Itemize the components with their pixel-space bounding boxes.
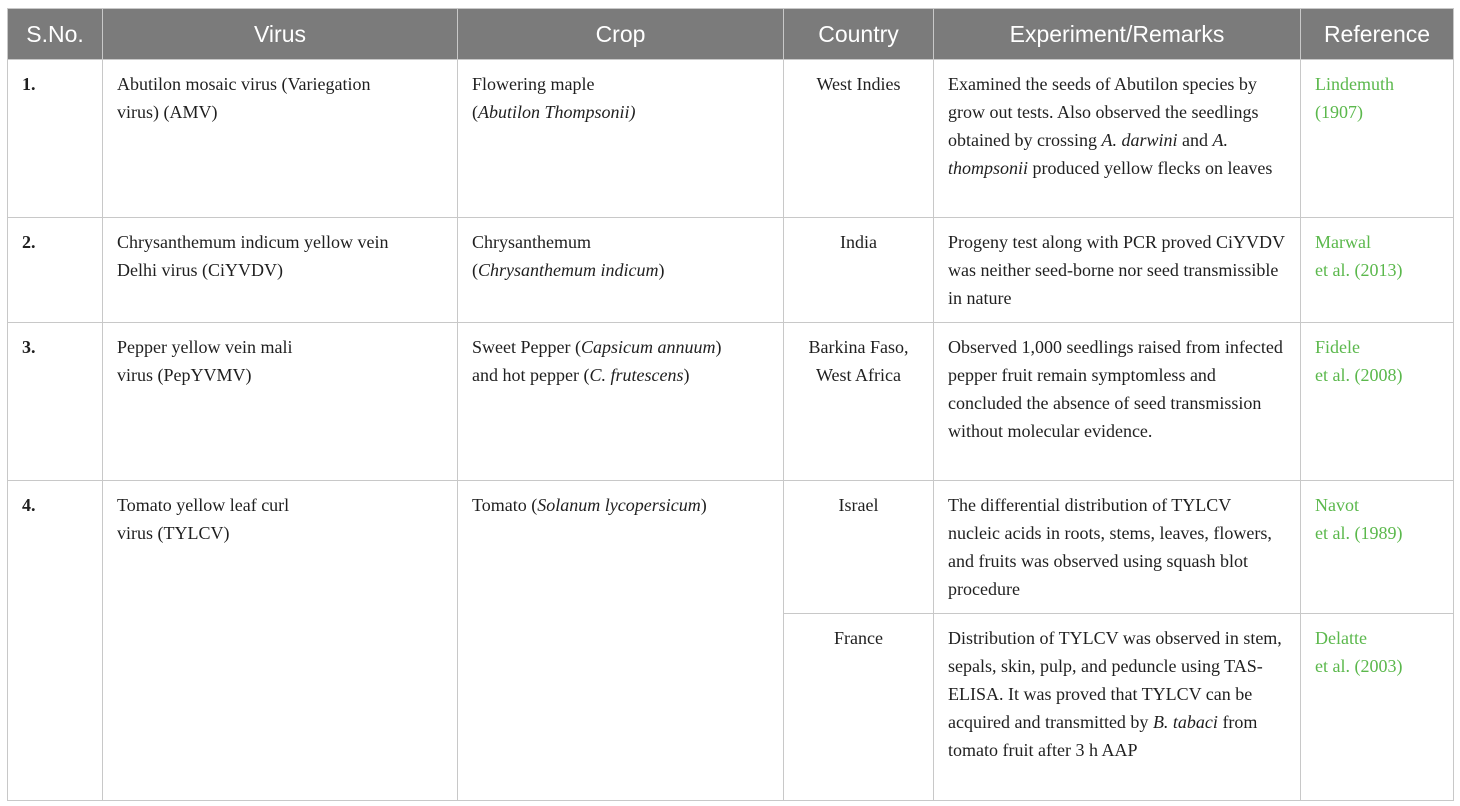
virus-cell: Abutilon mosaic virus (Variegation virus) (AMV) [103, 60, 458, 218]
header-virus: Virus [103, 9, 458, 60]
sno-cell: 2. [8, 218, 103, 323]
table-row [8, 218, 1454, 323]
remarks-cell: Distribution of TYLCV was observed in stem, sepals, skin, pulp, and peduncle using TAS-ELISA. It was proved that TYLCV can be acquired and transmitted by B. tabaci from tomato fruit after 3 h AAP [934, 614, 1301, 801]
crop-cell: Chrysanthemum (Chrysanthemum indicum) [458, 218, 784, 323]
header-sno: S.No. [8, 9, 103, 60]
header-country: Country [784, 9, 934, 60]
reference-link[interactable]: Marwal et al. (2013) [1301, 218, 1454, 323]
table-row [8, 481, 1454, 614]
header-remarks: Experiment/Remarks [934, 9, 1301, 60]
header-reference: Reference [1301, 9, 1454, 60]
sno-cell: 4. [8, 481, 103, 801]
remarks-cell: Observed 1,000 seedlings raised from infected pepper fruit remain symptomless and concluded the absence of seed transmission without molecular evidence. [934, 323, 1301, 481]
country-cell: West Indies [784, 60, 934, 218]
virus-cell: Tomato yellow leaf curl virus (TYLCV) [103, 481, 458, 801]
reference-link[interactable]: Fidele et al. (2008) [1301, 323, 1454, 481]
reference-link[interactable]: Delatte et al. (2003) [1301, 614, 1454, 801]
virus-cell: Pepper yellow vein mali virus (PepYVMV) [103, 323, 458, 481]
country-cell: India [784, 218, 934, 323]
table-row [8, 60, 1454, 218]
reference-link[interactable]: Lindemuth (1907) [1301, 60, 1454, 218]
crop-cell: Sweet Pepper (Capsicum annuum) and hot pepper (C. frutescens) [458, 323, 784, 481]
remarks-cell: Examined the seeds of Abutilon species by grow out tests. Also observed the seedlings obtained by crossing A. darwini and A. thompsonii produced yellow flecks on leaves [934, 60, 1301, 218]
remarks-cell: The differential distribution of TYLCV nucleic acids in roots, stems, leaves, flowers, and fruits was observed using squash blot procedure [934, 481, 1301, 614]
header-row [8, 9, 1454, 60]
crop-cell: Flowering maple (Abutilon Thompsonii) [458, 60, 784, 218]
country-cell: Barkina Faso, West Africa [784, 323, 934, 481]
remarks-cell: Progeny test along with PCR proved CiYVDV was neither seed-borne nor seed transmissible in nature [934, 218, 1301, 323]
sno-cell: 1. [8, 60, 103, 218]
crop-cell: Tomato (Solanum lycopersicum) [458, 481, 784, 801]
virus-cell: Chrysanthemum indicum yellow vein Delhi virus (CiYVDV) [103, 218, 458, 323]
sno-cell: 3. [8, 323, 103, 481]
country-cell: France [784, 614, 934, 801]
reference-link[interactable]: Navot et al. (1989) [1301, 481, 1454, 614]
country-cell: Israel [784, 481, 934, 614]
header-crop: Crop [458, 9, 784, 60]
table-row [8, 323, 1454, 481]
virus-seed-transmission-table [7, 8, 1454, 801]
